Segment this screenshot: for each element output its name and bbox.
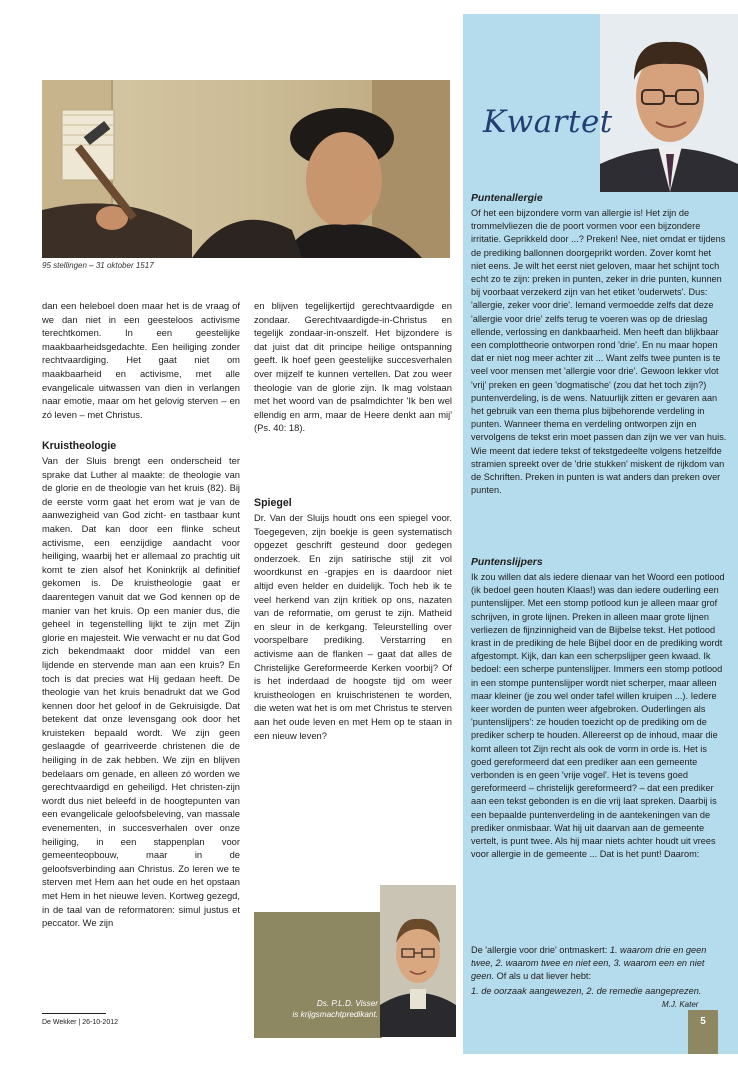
- heading-kruistheologie: Kruistheologie: [42, 440, 117, 452]
- puntenslijpers-body: Ik zou willen dat als iedere dienaar van het Woord een potlood (ik bedoel geen houten Klaas!) was dan iedere ouderling een puntenslijper. Met een stomp potlood kun je alleen maar grof schrijven, in grote lijnen. Preken in alleen maar grote lijnen verliezen de fijnzinnigheid van de Bijbelse tekst. Het potlood krast in de prediking de hele Bijbel door en de prediking wordt afgestompt. Kijk, dan kan een scherpslijper geen kwaad. Ik bedoel: een scherpe puntenslijper. Immers een stomp potlood in een stompe puntenslijper wordt niet scherper, maar alleen maar kleiner (je zou wel onder tafel willen kruipen ...). Iedere keer worden de punten weer afgebroken. Ouderlingen als 'puntenslijpers': ze houden toezicht op de prediking om de prediker scherp te houden. Allereerst op de inhoud, maar die komt alleen tot Zijn recht als ook de vorm in orde is. Het is goed gereformeerd dat een prediker aan een gemeente verbonden is en geen 'vrije vogel'. Het is tevens goed gereformeerd – christelijk gereformeerd? – dat een prediker aan een tekst gebonden is en die vrij laat spreken. Daarbij is een bepaalde puntenverdeling in de aantekeningen van de prediker onmisbaar. Wat hij uit daarvan aan de gemeente vertelt, is punt twee. Als hij maar niets achter houdt uit vrees voor allergie in de gemeente ... Dat is het punt! Daarom:: [471, 572, 725, 860]
- heading-spiegel: Spiegel: [254, 497, 292, 509]
- col2-body: Dr. Van der Sluijs houdt ons een spiegel voor. Toegegeven, zijn boekje is geen systematisch opgezet geschrift gesteund door gedegen onderzoek. En zijn satirische stijl zit vol woordkunst en -grapjes en is daardoor niet altijd even helder en duidelijk. Toch heb ik te veel herkend van zijn kritiek op ons, nazaten van de reformatie, om gerust te zijn. Matheid en sleur in de kerkgang. Teleurstelling over voorspelbare prediking. Verstarring en activisme aan de flanken – gaat dat alles de Christelijke Gereformeerde Kerken voorbij? Of is het inderdaad de hoogste tijd om weer kruistheologen en kruischristenen te worden, die weten wat het is om met Christus te sterven aan het oude leven en met Hem op te staan in een nieuw leven?: [254, 512, 452, 741]
- author-caption: [292, 998, 378, 1020]
- footer-publication: De Wekker | 26-10-2012: [42, 1019, 119, 1026]
- final-line-text: 1. de oorzaak aangewezen, 2. de remedie aangeprezen.: [471, 986, 702, 996]
- author-signature: M.J. Kater: [662, 1000, 699, 1009]
- kwartet-title: Kwartet: [483, 104, 613, 140]
- col2-intro: en blijven tegelijkertijd gerechtvaardigde en zondaar. Gerechtvaardigde-in-Christus en tegelijk zondaar-in-onszelf. Het bijzondere is dat juist dat dit principe heilige ontspanning geeft. Ik hoef geen geestelijke succesverhalen over mijzelf te kunnen vertellen. Dat zou weer theologie van de glorie zijn. Ik mag volstaan met het woord van de psalmdichter 'Ik ben wel ellendig en arm, maar de Heere denkt aan mij' (Ps. 40: 18).: [254, 300, 452, 434]
- author-photo: [380, 885, 456, 1037]
- footer-divider: [42, 1013, 106, 1014]
- author-caption-name: Ds. P.L.D. Visser: [316, 999, 378, 1008]
- author-caption-role: is krijgsmachtpredikant.: [292, 1010, 378, 1019]
- col1-intro: dan een heleboel doen maar het is de vraag of we dan niet in een geesteloos activisme terechtkomen. In een geestelijke maakbaarheidsgedachte. Een heiliging zonder rechtvaardiging. Het gaat niet om maakbaarheid en activisme, met alle evangelicale uitwassen van dien in verlangen naar emotie, maar om het gelovig sterven – en zó leven – met Christus.: [42, 300, 240, 420]
- final-line: [471, 985, 727, 998]
- liever-text: Of als u dat liever hebt:: [496, 971, 592, 982]
- kwartet-author-photo: [600, 14, 738, 192]
- ontmaskert-list: 1. waarom drie en geen twee, 2. waarom twee en niet een, 3. waarom een en niet geen.: [471, 945, 707, 982]
- col1-body: Van der Sluis brengt een onderscheid ter sprake dat Luther al maakte: de theologie van de glorie en de theologie van het kruis (82). Bij de eerste vorm gaat het erom wat je van de aanwezigheid van God zicht- en tastbaar kunt maken. Dat kan door een flinke scheut activisme, een eenzijdige aandacht voor heiliging, waarbij het er allemaal zo prachtig uit komt te zien alsof het Koninkrijk al definitief gekomen is. De kruistheologie gaat er daarentegen vanuit dat we God kennen op de manier van het kruis. Op een manier dus, die geheel in tegenstelling lijkt te zijn met Zijn glorie en majesteit. Wie verwacht er nu dat God zich bekendmaakt door middel van een lijdende en stervende man aan een kruis? En toch is dat precies wat Hij gedaan heeft. De theologie van het kruis benadrukt dat we God kennen door het geloof in de Gekruisigde. Dat betekent dat onze levensgang ook door het kruisteken bepaald wordt. We zijn geen geslaagde of gearriveerde christenen die de heiliging in de zak hebben. We zijn en blijven bedelaars om genade, en alleen zó worden we gerechtvaardigd en geheiligd. Het christen-zijn wordt dus niet beleefd in de hoogtepunten van een evangelicale geloofsbeleving, van massale evenementen, in succesverhalen over onze heiliging, in een stappenplan voor gemeenteopbouw, maar in de geloofsverbinding aan Christus. Zo leren we te sterven met Hem aan het oude en het opstaan met Hem in het nieuwe leven. Kortweg gezegd, in de taal van de reformatoren: simul justus et peccator. We zijn: [42, 455, 240, 929]
- main-photo: [42, 80, 450, 258]
- ontmaskert-paragraph: [471, 944, 727, 984]
- photo-caption: 95 stellingen – 31 oktober 1517: [42, 261, 154, 270]
- heading-puntenslijpers: Puntenslijpers: [471, 557, 543, 568]
- page-number-box: [688, 1010, 718, 1054]
- page-number: 5: [700, 1016, 706, 1027]
- ontmaskert-intro: De 'allergie voor drie' ontmaskert:: [471, 945, 608, 955]
- heading-puntenallergie: Puntenallergie: [471, 193, 543, 204]
- puntenallergie-body: Of het een bijzondere vorm van allergie is! Het zijn de trommelvliezen die de poort vormen voor een bijzondere irritatie. Geprikkeld door ...? Preken! Nee, niet omdat er tijdens de prediking ballonnen doorgeprikt worden. Zover komt het niet eens. Je wilt het eerst niet geloven, maar het schijnt toch echt zo te zijn: preken in punten, zeker in drie punten, kunnen bij voorbaat verzekerd zijn van het etiket 'ouderwets'. Dus: 'allergie, zeker voor drie'. Iemand vermoedde zelfs dat deze 'allergie voor drie' zelfs terug te voeren was op de drieslag ellende, verlossing en dankbaarheid. Men heeft dan blijkbaar een complottheorie ontworpen rond 'drie'. En nu maar hopen dat er niet nog meer achter zit ... Want zelfs twee punten is te veel voor mensen met 'allergie voor drie'. Gewoon lekker vlot 'vrij' preken en geen 'dogmatische' (zou dat het toch zijn?) puntenverdeling, is de wens. Natuurlijk zitten er gevaren aan het gebruik van een thema plus bijbehorende verdeling in punten. Wanneer thema en verdeling ontworpen zijn en vervolgens de tekst erin moet passen dan zijn we ver van huis. Wie meent dat iedere tekst of tekstgedeelte volgens hetzelfde stramien spreekt over de 'drie stukken' miskent de rijkdom van de Schriften. Preken in punten is wat anders dan preken over punten.: [471, 208, 727, 496]
